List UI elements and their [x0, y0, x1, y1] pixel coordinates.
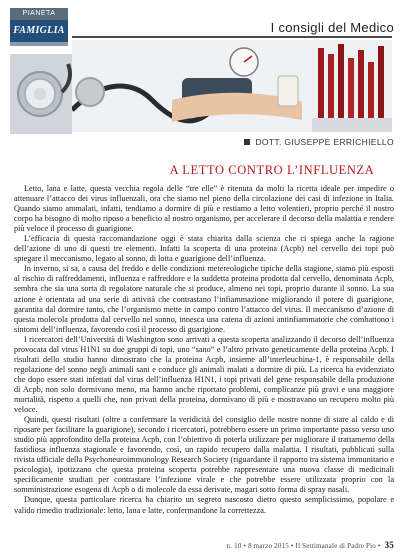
article-paragraph: L’efficacia di questa raccomandazione oggi è stata chiarita dalla scienza che ci spiega anche la ragione dell’azione di uno di questi tre elementi. Infatti la scoperta di una proteina (Acpb) nel cervello dei topi può spiegare il meccanismo, legato al sonno, di lotta e guarigione dell’influenza.	[14, 234, 394, 264]
article-paragraph: I ricercatori dell’Università di Washington sono arrivati a questa scoperta analizzando il decorso dell’influenza provocata dal virus H1N1 su due gruppi di topi, uno “sano” e l’altro privato geneticamente della proteina Acpb. I risultati dello studio hanno dimostrato che la proteina Acpb, insieme all’interleuchina-1, è responsabile della regolazione del sonno negli animali sani e conduce gli animali malati a dormire di più. La ricerca ha evidenziato che dopo essere stati infettati dal virus dell’influenza H1N1, i topi privati del gene responsabile della produzione di Acpb, non solo dormivano meno, ma hanno anche riportato problemi, complicanze più gravi e una maggiore mortalità, rispetto a quelli che, non privati della proteina, dormivano di più e mostravano un recupero molto più veloce.	[14, 334, 394, 415]
author-byline	[236, 137, 394, 147]
magazine-logo	[10, 8, 68, 54]
section-title: I consigli del Medico	[270, 20, 394, 35]
article-body	[14, 184, 394, 516]
author-name: DOTT. GIUSEPPE ERRICHIELLO	[255, 137, 394, 147]
article-paragraph: Dunque, questa particolare ricerca ha chiarito un segreto nascosto dietro questo semplicissimo, popolare e valido rimedio tradizionale: letto, lana e latte, confermandone la correttezza.	[14, 495, 394, 515]
stethoscope-photo	[10, 54, 72, 134]
stethoscope-illustration	[10, 54, 72, 134]
article-paragraph: In inverno, si sa, a causa del freddo e delle condizioni metereologiche tipiche della stagione, siamo più esposti al rischio di raffreddamenti, influenza e raffreddore e la suddetta proteina prodotta dal cervello, denominata Acpb, sembra che sia una sorta di regolatore naturale che si produce, almeno nei topi, proprio durante il sonno. La sua azione è orientata ad una serie di attività che contrastano l’infiammazione migliorando il potere di guarigione, garantita dal dormire tanto, che l’organismo mette in campo contro l’attacco del virus. Il meccanismo d’azione di questa molecola prodotta dal cervello nel sonno, innesca una catena di azioni antinfiammatorie che combattono i sintomi dell’influenza, favorendo così il processo di guarigione.	[14, 264, 394, 334]
article-paragraph: Quindi, questi risultati (oltre a confermare la veridicità del consiglio delle nostre nonne di stare al caldo e di riposare per facilitare la guarigione), secondo i ricercatori, potrebbero essere un primo importante passo verso uno studio più approfondito della proteina Acpb, con l’obiettivo di poterla utilizzare per migliorare il trattamento della fastidiosa influenza stagionale e favorendo, così, un rapido recupero dalla malattia. I risultati, pubblicati sulla rivista ufficiale della Psychoneuroimmunology Research Society (riguardante il rapporto tra sistema immunitario e psicologia), ipotizzano che questa proteina scoperta potrebbe rappresentare una nuova classe di medicinali specificamente studiati per contrastare l’infezione virale e che potrebbe essere utilizzata proprio con la somministrazione esogena di Acpb o di molecole da essa derivate, magari sotto forma di spray nasali.	[14, 415, 394, 495]
byline-square-icon	[244, 139, 250, 145]
logo-top-label: PIANETA	[10, 8, 68, 20]
issue-info: n. 10 • 8 marzo 2015 • Il Settimanale di Padre Pio •	[226, 542, 381, 550]
logo-underbar	[10, 42, 68, 46]
article-paragraph: Letto, lana e latte, questa vecchia regola delle “tre elle” è ritenuta da molti la ricetta ideale per impedire o attenuare l’attacco dei virus influenzali, ora che siamo nel pieno della circolazione dei casi di infezione in Italia. Quando siamo ammalati, infatti, tendiamo a dormire di più e restiamo a letto volentieri, proprio perché il nostro corpo ha bisogno di molto riposo a beneficio al nostro organismo, per accelerare il decorso della malattia e rendere più veloce il processo di guarigione.	[14, 184, 394, 234]
article-title: A LETTO CONTRO L’INFLUENZA	[169, 163, 375, 177]
header-photo	[72, 40, 392, 132]
logo-main-label: FAMIGLIA	[10, 20, 68, 42]
header-rule	[72, 36, 392, 38]
medical-scene-illustration	[72, 40, 392, 132]
page-footer	[188, 540, 394, 550]
page-number: 35	[384, 540, 394, 550]
